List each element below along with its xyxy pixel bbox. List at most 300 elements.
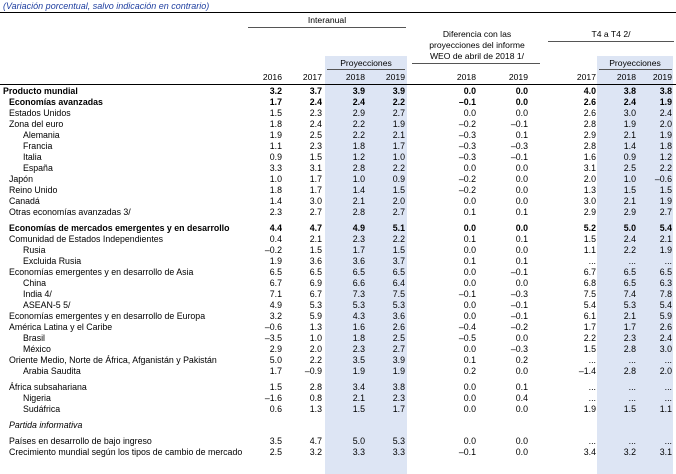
cell-y2017: 1.5 (309, 245, 322, 255)
cell-proj2018: 7.3 (352, 289, 365, 299)
year-2017-q4: 2017 (576, 72, 596, 82)
cell-q4-2019: ... (664, 393, 672, 403)
cell-y2016: 3.2 (269, 311, 282, 321)
cell-diff2018: –0.3 (458, 141, 476, 151)
cell-q4-2017: 2.0 (583, 174, 596, 184)
table-row (0, 97, 676, 108)
cell-q4-2018: ... (628, 393, 636, 403)
cell-q4-2018: 6.5 (623, 267, 636, 277)
table-row (0, 108, 676, 119)
cell-diff2018: 0.0 (463, 163, 476, 173)
table-row (0, 382, 676, 393)
row-label: Rusia (23, 245, 46, 255)
cell-q4-2019: 6.5 (659, 267, 672, 277)
cell-diff2019: –0.1 (510, 152, 528, 162)
row-label: México (23, 344, 51, 354)
cell-proj2019: 2.1 (392, 130, 405, 140)
cell-y2016: 0.4 (269, 234, 282, 244)
cell-q4-2018: 5.3 (623, 300, 636, 310)
cell-diff2018: 0.0 (463, 300, 476, 310)
cell-diff2019: –0.1 (510, 267, 528, 277)
cell-diff2018: 0.2 (463, 366, 476, 376)
cell-diff2019: 0.0 (515, 174, 528, 184)
table-row (0, 447, 676, 458)
cell-proj2019: 5.3 (392, 300, 405, 310)
cell-q4-2019: ... (664, 382, 672, 392)
cell-proj2018: 1.0 (352, 174, 365, 184)
cell-diff2018: 0.0 (463, 245, 476, 255)
cell-diff2018: –0.2 (458, 185, 476, 195)
cell-y2016: 6.7 (269, 278, 282, 288)
cell-proj2019: 1.7 (392, 404, 405, 414)
row-label: Italia (23, 152, 42, 162)
cell-q4-2018: 1.5 (623, 185, 636, 195)
cell-q4-2019: 3.0 (659, 344, 672, 354)
cell-proj2019: 2.3 (392, 393, 405, 403)
cell-q4-2017: 2.8 (583, 141, 596, 151)
cell-q4-2018: 5.0 (623, 223, 636, 233)
cell-y2017: 2.2 (309, 355, 322, 365)
cell-y2016: 3.2 (269, 86, 282, 96)
cell-y2016: 6.5 (269, 267, 282, 277)
cell-y2017: 5.3 (309, 300, 322, 310)
row-label: Economías de mercados emergentes y en desarrollo (9, 223, 230, 233)
cell-q4-2019: 5.4 (659, 223, 672, 233)
cell-y2017: 3.0 (309, 196, 322, 206)
cell-q4-2018: 3.8 (623, 86, 636, 96)
cell-y2017: 3.1 (309, 163, 322, 173)
cell-q4-2017: ... (588, 393, 596, 403)
cell-q4-2019: 1.9 (659, 196, 672, 206)
cell-proj2019: 0.9 (392, 174, 405, 184)
cell-proj2019: 2.0 (392, 196, 405, 206)
cell-q4-2018: 2.1 (623, 196, 636, 206)
cell-diff2018: 0.0 (463, 196, 476, 206)
cell-proj2018: 2.1 (352, 393, 365, 403)
cell-y2016: 1.7 (269, 366, 282, 376)
year-2019-diff: 2019 (508, 72, 528, 82)
year-2018-proj: 2018 (345, 72, 365, 82)
row-label: Partida informativa (9, 420, 83, 430)
cell-q4-2018: ... (628, 382, 636, 392)
cell-diff2019: 0.1 (515, 234, 528, 244)
cell-diff2018: 0.0 (463, 344, 476, 354)
cell-y2016: 0.9 (269, 152, 282, 162)
cell-q4-2019: 6.3 (659, 278, 672, 288)
cell-proj2018: 5.0 (352, 436, 365, 446)
table-row (0, 311, 676, 322)
cell-diff2019: 0.1 (515, 382, 528, 392)
cell-y2017: 6.5 (309, 267, 322, 277)
cell-y2016: 1.7 (269, 97, 282, 107)
cell-y2016: 1.9 (269, 130, 282, 140)
cell-diff2018: 0.0 (463, 267, 476, 277)
cell-y2017: 3.2 (309, 447, 322, 457)
cell-diff2019: –0.1 (510, 119, 528, 129)
year-2016: 2016 (262, 72, 282, 82)
cell-diff2018: –0.5 (458, 333, 476, 343)
cell-y2016: 2.9 (269, 344, 282, 354)
row-label: India 4/ (23, 289, 52, 299)
cell-proj2018: 2.8 (352, 163, 365, 173)
cell-y2017: 4.7 (309, 436, 322, 446)
table-row (0, 152, 676, 163)
cell-q4-2018: ... (628, 256, 636, 266)
cell-q4-2017: 6.1 (583, 311, 596, 321)
cell-y2016: –1.6 (264, 393, 282, 403)
cell-q4-2017: 1.5 (583, 234, 596, 244)
cell-y2016: –0.6 (264, 322, 282, 332)
table-row (0, 393, 676, 404)
cell-q4-2019: 2.1 (659, 234, 672, 244)
year-2017: 2017 (302, 72, 322, 82)
projections-label-interanual: Proyecciones (340, 58, 392, 68)
cell-diff2019: –0.1 (510, 311, 528, 321)
cell-proj2019: 6.4 (392, 278, 405, 288)
cell-q4-2017: 5.4 (583, 300, 596, 310)
cell-q4-2019: 5.9 (659, 311, 672, 321)
projections-rule-q4 (599, 69, 672, 70)
cell-diff2018: 0.1 (463, 256, 476, 266)
table-row (0, 366, 676, 377)
cell-q4-2019: 5.4 (659, 300, 672, 310)
row-label: Oriente Medio, Norte de África, Afganistán y Pakistán (9, 355, 217, 365)
cell-q4-2019: ... (664, 436, 672, 446)
cell-y2017: 6.7 (309, 289, 322, 299)
header-bottom-rule (0, 84, 676, 85)
cell-proj2018: 2.2 (352, 119, 365, 129)
table-row (0, 234, 676, 245)
cell-q4-2017: 5.2 (583, 223, 596, 233)
row-label: Estados Unidos (9, 108, 71, 118)
cell-q4-2019: 3.8 (659, 86, 672, 96)
cell-proj2019: 3.9 (392, 355, 405, 365)
table-row (0, 300, 676, 311)
cell-diff2019: 0.0 (515, 436, 528, 446)
cell-y2016: 1.1 (269, 141, 282, 151)
cell-proj2018: 1.9 (352, 366, 365, 376)
cell-q4-2017: 2.6 (583, 108, 596, 118)
cell-y2017: 0.8 (309, 393, 322, 403)
cell-y2017: 2.8 (309, 382, 322, 392)
cell-y2017: 2.4 (309, 97, 322, 107)
table-row (0, 333, 676, 344)
cell-q4-2017: 2.6 (583, 97, 596, 107)
cell-diff2019: 0.0 (515, 86, 528, 96)
cell-diff2018: –0.2 (458, 119, 476, 129)
cell-y2017: –0.9 (304, 366, 322, 376)
row-label: Nigeria (23, 393, 51, 403)
row-label: Zona del euro (9, 119, 64, 129)
cell-y2016: 4.9 (269, 300, 282, 310)
cell-q4-2017: 3.0 (583, 196, 596, 206)
cell-diff2018: –0.2 (458, 174, 476, 184)
cell-q4-2018: ... (628, 436, 636, 446)
cell-q4-2018: 1.9 (623, 119, 636, 129)
cell-diff2019: 0.0 (515, 108, 528, 118)
cell-q4-2019: 2.0 (659, 366, 672, 376)
cell-proj2019: 6.5 (392, 267, 405, 277)
cell-q4-2019: 1.9 (659, 245, 672, 255)
cell-q4-2019: 3.1 (659, 447, 672, 457)
cell-proj2019: 2.2 (392, 234, 405, 244)
cell-y2016: 2.3 (269, 207, 282, 217)
cell-diff2019: 0.0 (515, 185, 528, 195)
cell-y2017: 1.7 (309, 174, 322, 184)
row-label: Japón (9, 174, 33, 184)
cell-q4-2017: 1.3 (583, 185, 596, 195)
table-row (0, 344, 676, 355)
cell-proj2018: 1.8 (352, 333, 365, 343)
cell-y2016: 0.6 (269, 404, 282, 414)
cell-q4-2018: 2.5 (623, 163, 636, 173)
cell-diff2019: –0.1 (510, 300, 528, 310)
cell-y2017: 2.7 (309, 207, 322, 217)
row-label: Economías emergentes y en desarrollo de Asia (9, 267, 194, 277)
cell-proj2019: 1.5 (392, 245, 405, 255)
cell-proj2018: 3.5 (352, 355, 365, 365)
cell-y2017: 4.7 (309, 223, 322, 233)
cell-proj2019: 2.7 (392, 108, 405, 118)
cell-proj2018: 1.2 (352, 152, 365, 162)
cell-q4-2017: 2.9 (583, 130, 596, 140)
cell-q4-2017: 1.6 (583, 152, 596, 162)
cell-proj2018: 4.3 (352, 311, 365, 321)
cell-y2016: 4.4 (269, 223, 282, 233)
cell-q4-2019: 1.9 (659, 97, 672, 107)
cell-diff2018: 0.0 (463, 223, 476, 233)
row-label: ASEAN-5 5/ (23, 300, 71, 310)
cell-proj2018: 1.8 (352, 141, 365, 151)
projections-label-q4: Proyecciones (609, 58, 661, 68)
cell-q4-2017: 2.8 (583, 119, 596, 129)
table-row (0, 267, 676, 278)
cell-proj2018: 2.2 (352, 130, 365, 140)
cell-proj2019: 3.7 (392, 256, 405, 266)
cell-q4-2018: 2.4 (623, 97, 636, 107)
cell-y2016: 1.9 (269, 256, 282, 266)
table-row (0, 245, 676, 256)
cell-proj2019: 3.9 (392, 86, 405, 96)
cell-proj2018: 1.5 (352, 404, 365, 414)
cell-proj2019: 1.9 (392, 366, 405, 376)
diferencia-header-1: Diferencia con las (442, 29, 512, 39)
units-note: (Variación porcentual, salvo indicación en contrario) (3, 1, 210, 11)
cell-y2017: 5.9 (309, 311, 322, 321)
table-row (0, 420, 676, 431)
cell-y2016: 3.5 (269, 436, 282, 446)
cell-proj2019: 1.7 (392, 141, 405, 151)
cell-proj2019: 3.3 (392, 447, 405, 457)
cell-q4-2019: 1.2 (659, 152, 672, 162)
cell-y2017: 1.0 (309, 333, 322, 343)
cell-q4-2019: 2.2 (659, 163, 672, 173)
cell-y2016: 1.5 (269, 108, 282, 118)
row-label: España (23, 163, 53, 173)
cell-y2017: 2.1 (309, 234, 322, 244)
cell-y2016: 1.8 (269, 119, 282, 129)
cell-proj2018: 5.3 (352, 300, 365, 310)
cell-q4-2018: ... (628, 355, 636, 365)
cell-diff2019: 0.1 (515, 130, 528, 140)
cell-q4-2018: 3.2 (623, 447, 636, 457)
cell-proj2018: 6.6 (352, 278, 365, 288)
cell-diff2018: 0.0 (463, 278, 476, 288)
cell-q4-2018: 2.3 (623, 333, 636, 343)
cell-diff2018: –0.1 (458, 289, 476, 299)
cell-q4-2019: 1.5 (659, 185, 672, 195)
cell-diff2018: 0.0 (463, 108, 476, 118)
cell-proj2019: 1.9 (392, 119, 405, 129)
cell-diff2019: –0.2 (510, 322, 528, 332)
cell-diff2019: 0.0 (515, 163, 528, 173)
cell-q4-2017: 4.0 (583, 86, 596, 96)
cell-proj2019: 2.7 (392, 207, 405, 217)
cell-q4-2017: ... (588, 355, 596, 365)
cell-q4-2019: 2.4 (659, 108, 672, 118)
cell-diff2018: –0.3 (458, 152, 476, 162)
cell-q4-2018: 2.8 (623, 344, 636, 354)
cell-diff2019: 0.0 (515, 97, 528, 107)
cell-q4-2018: 2.2 (623, 245, 636, 255)
table-row (0, 196, 676, 207)
row-label: China (23, 278, 46, 288)
cell-diff2018: 0.0 (463, 393, 476, 403)
table-row (0, 163, 676, 174)
table-row (0, 256, 676, 267)
cell-q4-2019: 2.7 (659, 207, 672, 217)
row-label: Reino Unido (9, 185, 58, 195)
cell-diff2018: –0.1 (458, 97, 476, 107)
cell-q4-2017: 3.1 (583, 163, 596, 173)
cell-q4-2017: 3.4 (583, 447, 596, 457)
cell-proj2019: 7.5 (392, 289, 405, 299)
row-label: Producto mundial (3, 86, 78, 96)
cell-proj2018: 2.3 (352, 234, 365, 244)
cell-diff2019: 0.0 (515, 196, 528, 206)
projections-rule-interanual (327, 69, 405, 70)
cell-y2017: 2.3 (309, 108, 322, 118)
cell-q4-2017: ... (588, 436, 596, 446)
row-label: África subsahariana (9, 382, 87, 392)
cell-y2017: 1.5 (309, 152, 322, 162)
cell-proj2019: 5.1 (392, 223, 405, 233)
table-row (0, 119, 676, 130)
cell-q4-2019: ... (664, 355, 672, 365)
cell-diff2019: –0.3 (510, 141, 528, 151)
cell-q4-2018: 3.0 (623, 108, 636, 118)
cell-proj2018: 6.5 (352, 267, 365, 277)
year-2019-q4: 2019 (652, 72, 672, 82)
cell-q4-2017: 2.2 (583, 333, 596, 343)
cell-q4-2019: 1.9 (659, 130, 672, 140)
diferencia-header-3: WEO de abril de 2018 1/ (429, 51, 525, 61)
cell-q4-2017: 1.9 (583, 404, 596, 414)
cell-q4-2019: 2.6 (659, 322, 672, 332)
year-2018-q4: 2018 (616, 72, 636, 82)
row-label: Economías emergentes y en desarrollo de Europa (9, 311, 206, 321)
t4-rule (548, 41, 674, 42)
cell-q4-2018: 1.4 (623, 141, 636, 151)
table-row (0, 289, 676, 300)
cell-y2017: 2.5 (309, 130, 322, 140)
cell-proj2019: 3.6 (392, 311, 405, 321)
table-row (0, 207, 676, 218)
cell-proj2018: 4.9 (352, 223, 365, 233)
row-label: Excluida Rusia (23, 256, 82, 266)
year-2018-diff: 2018 (456, 72, 476, 82)
table-row (0, 278, 676, 289)
cell-y2017: 2.0 (309, 344, 322, 354)
cell-diff2018: 0.1 (463, 355, 476, 365)
cell-proj2019: 2.2 (392, 97, 405, 107)
cell-proj2019: 2.5 (392, 333, 405, 343)
cell-y2016: –0.2 (264, 245, 282, 255)
cell-diff2019: 0.2 (515, 355, 528, 365)
row-label: Sudáfrica (23, 404, 61, 414)
cell-q4-2017: –1.4 (578, 366, 596, 376)
cell-q4-2019: 2.4 (659, 333, 672, 343)
table-row (0, 130, 676, 141)
cell-diff2018: 0.0 (463, 311, 476, 321)
row-label: Canadá (9, 196, 40, 206)
cell-diff2019: 0.0 (515, 333, 528, 343)
cell-proj2018: 2.1 (352, 196, 365, 206)
cell-diff2018: 0.1 (463, 234, 476, 244)
top-rule (0, 12, 676, 13)
year-2019-proj: 2019 (385, 72, 405, 82)
cell-diff2018: –0.3 (458, 130, 476, 140)
cell-y2017: 1.3 (309, 322, 322, 332)
cell-diff2019: 0.0 (515, 245, 528, 255)
cell-y2017: 3.6 (309, 256, 322, 266)
cell-q4-2018: 1.7 (623, 322, 636, 332)
cell-diff2019: –0.3 (510, 289, 528, 299)
cell-q4-2017: 6.8 (583, 278, 596, 288)
cell-proj2019: 1.0 (392, 152, 405, 162)
cell-q4-2018: 2.4 (623, 234, 636, 244)
table-row (0, 86, 676, 97)
cell-q4-2018: 2.9 (623, 207, 636, 217)
cell-y2017: 6.9 (309, 278, 322, 288)
cell-proj2018: 3.3 (352, 447, 365, 457)
cell-q4-2019: 1.1 (659, 404, 672, 414)
row-label: Brasil (23, 333, 45, 343)
cell-diff2018: 0.0 (463, 436, 476, 446)
row-label: Economías avanzadas (9, 97, 103, 107)
cell-proj2018: 1.6 (352, 322, 365, 332)
cell-y2016: 1.5 (269, 382, 282, 392)
cell-proj2019: 5.3 (392, 436, 405, 446)
cell-q4-2019: –0.6 (654, 174, 672, 184)
cell-q4-2018: 6.5 (623, 278, 636, 288)
cell-diff2019: 0.1 (515, 256, 528, 266)
cell-q4-2019: 2.0 (659, 119, 672, 129)
cell-q4-2017: 1.5 (583, 344, 596, 354)
table-row (0, 185, 676, 196)
cell-q4-2019: 1.8 (659, 141, 672, 151)
cell-diff2018: 0.0 (463, 86, 476, 96)
row-label: Comunidad de Estados Independientes (9, 234, 164, 244)
cell-diff2019: 0.0 (515, 366, 528, 376)
cell-proj2018: 2.3 (352, 344, 365, 354)
table-row (0, 141, 676, 152)
cell-proj2019: 2.2 (392, 163, 405, 173)
cell-q4-2017: 6.7 (583, 267, 596, 277)
cell-y2016: 1.4 (269, 196, 282, 206)
cell-y2017: 3.7 (309, 86, 322, 96)
cell-diff2019: 0.0 (515, 278, 528, 288)
